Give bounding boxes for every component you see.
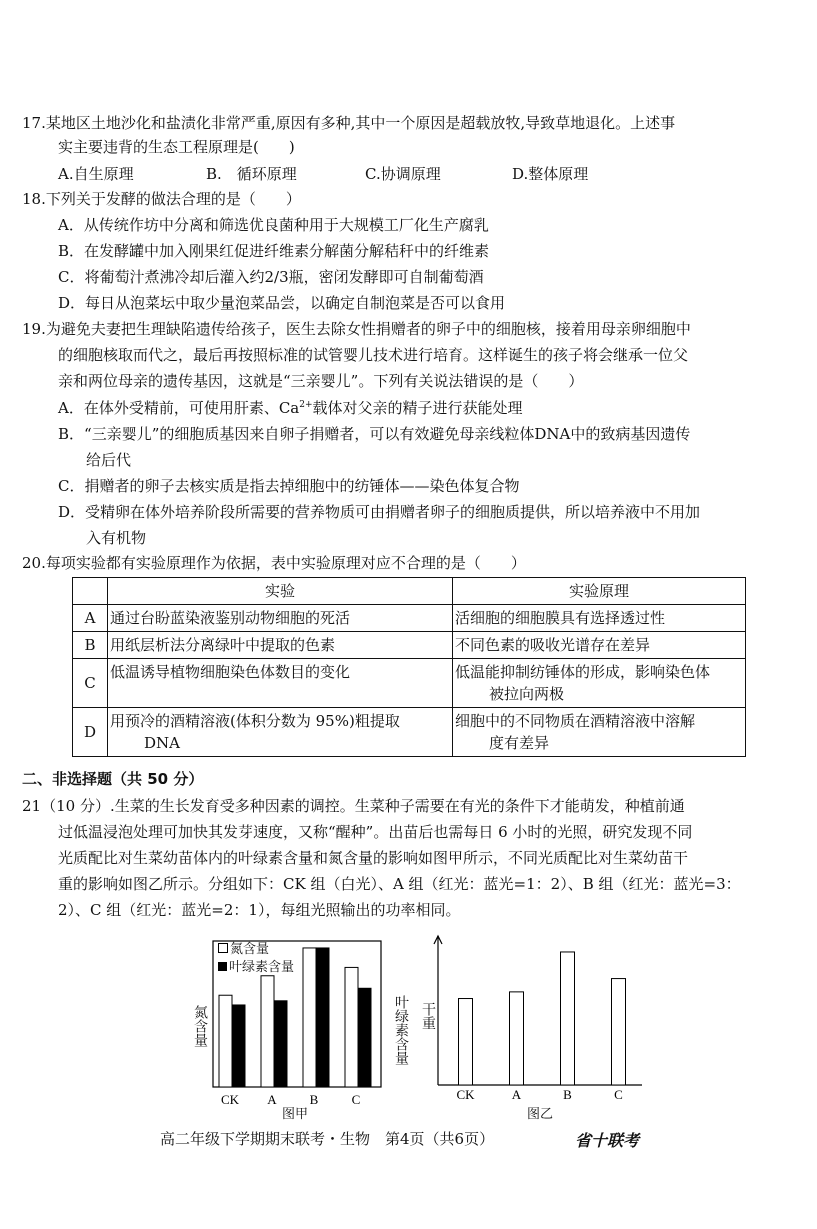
q21-line3: 光质配比对生菜幼苗体内的叶绿素含量和氮含量的影响如图甲所示，不同光质配比对生菜幼苗干 — [58, 849, 689, 867]
chart-jia-plot — [205, 935, 390, 1110]
table-header-row — [73, 578, 746, 605]
row-experiment: 用纸层析法分离绿叶中提取的色素 — [108, 632, 453, 659]
q19-stem-line2: 的细胞核取而代之，最后再按照标准的试管婴儿技术进行培育。这样诞生的孩子将会继承一位父 — [58, 346, 689, 364]
q19-option-b-line2: 给后代 — [86, 451, 132, 469]
q19-option-a: A．在体外受精前，可使用肝素、$Ca^{2+}$载体对父亲的精子进行获能处理 — [58, 399, 523, 417]
q17-option-d: D.整体原理 — [512, 165, 589, 183]
bar-dry-weight-C — [612, 979, 626, 1085]
bar-nitrogen-A — [261, 976, 274, 1087]
bar-nitrogen-B — [303, 948, 316, 1087]
q18-stem: 18.下列关于发酵的做法合理的是（ ） — [22, 190, 301, 208]
bar-nitrogen-CK — [219, 995, 232, 1087]
bar-chlorophyll-CK — [232, 1005, 245, 1087]
bar-chlorophyll-C — [358, 988, 371, 1087]
row-key: D — [73, 708, 108, 757]
bar-chlorophyll-B — [316, 948, 329, 1087]
experiment-table — [72, 577, 746, 757]
q17-stem-line2: 实主要违背的生态工程原理是( ) — [58, 138, 295, 156]
q20-stem: 20.每项实验都有实验原理作为依据，表中实验原理对应不合理的是（ ） — [22, 554, 526, 572]
q21-line5: 2）、C 组（红光：蓝光=2：1），每组光照输出的功率相同。 — [58, 901, 461, 919]
chart-yi-plot — [430, 930, 650, 1110]
x-tick-label: C — [351, 1092, 361, 1107]
bar-dry-weight-CK — [459, 999, 473, 1085]
chart-yi-title: 图乙 — [527, 1107, 554, 1122]
row-principle: 细胞中的不同物质在酒精溶液中溶解 度有差异 — [453, 708, 746, 757]
bar-chlorophyll-A — [274, 1001, 287, 1087]
chart-jia-ylabel-right: 叶绿素含量 — [393, 995, 409, 1065]
x-tick-label: A — [267, 1092, 277, 1107]
q17-stem-line1: 17.某地区土地沙化和盐渍化非常严重,原因有多种,其中一个原因是超载放牧,导致草地退化。上述事 — [22, 114, 676, 132]
q18-option-c: C．将葡萄汁煮沸冷却后灌入约2/3瓶，密闭发酵即可自制葡萄酒 — [58, 268, 484, 286]
x-tick-label: B — [309, 1092, 319, 1107]
table-row — [73, 659, 746, 708]
table-row — [73, 708, 746, 757]
bar-dry-weight-B — [561, 952, 575, 1085]
q19-stem-line3: 亲和两位母亲的遗传基因，这就是“三亲婴儿”。下列有关说法错误的是（ ） — [58, 372, 584, 390]
q21-line1: 21（10 分）.生菜的生长发育受多种因素的调控。生菜种子需要在有光的条件下才能萌发，种植前通 — [22, 797, 685, 815]
table-row — [73, 632, 746, 659]
row-key: C — [73, 659, 108, 708]
section-heading: 二、非选择题（共 50 分） — [22, 770, 204, 788]
q17-option-a: A.自生原理 — [58, 165, 134, 183]
q21-line2: 过低温浸泡处理可加快其发芽速度，又称“醒种”。出苗后也需每日 6 小时的光照，研究发现不同 — [58, 823, 693, 841]
row-key: B — [73, 632, 108, 659]
q19-stem-line1: 19.为避免夫妻把生理缺陷遗传给孩子，医生去除女性捐赠者的卵子中的细胞核，接着用母亲卵细胞中 — [22, 320, 691, 338]
legend-chlorophyll: 叶绿素含量 — [218, 956, 294, 975]
table-header-experiment: 实验 — [108, 578, 453, 605]
row-principle: 低温能抑制纺锤体的形成，影响染色体 被拉向两极 — [453, 659, 746, 708]
page-footer: 高二年级下学期期末联考・生物 第4页（共6页） — [160, 1130, 495, 1148]
q18-option-d: D．每日从泡菜坛中取少量泡菜品尝，以确定自制泡菜是否可以食用 — [58, 294, 506, 312]
q19-option-b-line1: B．“三亲婴儿”的细胞质基因来自卵子捐赠者，可以有效避免母亲线粒体DNA中的致病基因遗传 — [58, 425, 691, 443]
chart-yi-ylabel: 干重 — [420, 1002, 436, 1030]
exam-stamp: 省十联考 — [575, 1131, 640, 1150]
row-key: A — [73, 605, 108, 632]
row-principle: 不同色素的吸收光谱存在差异 — [453, 632, 746, 659]
legend-nitrogen: 氮含量 — [218, 938, 269, 957]
table-header-principle: 实验原理 — [453, 578, 746, 605]
x-tick-label: CK — [456, 1087, 475, 1102]
q19-option-d-line2: 入有机物 — [86, 529, 147, 547]
bar-nitrogen-C — [345, 967, 358, 1087]
q17-option-b: B. 循环原理 — [206, 165, 297, 183]
chart-jia-title: 图甲 — [282, 1107, 309, 1122]
x-tick-label: B — [563, 1087, 572, 1102]
bar-dry-weight-A — [510, 992, 524, 1085]
row-principle: 活细胞的细胞膜具有选择透过性 — [453, 605, 746, 632]
x-tick-label: CK — [220, 1092, 240, 1107]
q19-option-c: C．捐赠者的卵子去核实质是指去掉细胞中的纺锤体——染色体复合物 — [58, 477, 520, 495]
row-experiment: 用预冷的酒精溶液(体积分数为 95%)粗提取 DNA — [108, 708, 453, 757]
q18-option-b: B．在发酵罐中加入刚果红促进纤维素分解菌分解秸秆中的纤维素 — [58, 242, 490, 260]
q19-option-d-line1: D．受精卵在体外培养阶段所需要的营养物质可由捐赠者卵子的细胞质提供，所以培养液中不用加 — [58, 503, 701, 521]
x-tick-label: C — [614, 1087, 623, 1102]
q21-line4: 重的影响如图乙所示。分组如下：CK 组（白光）、A 组（红光：蓝光=1：2）、B 组（红光：蓝光=3： — [58, 875, 741, 893]
row-experiment: 低温诱导植物细胞染色体数目的变化 — [108, 659, 453, 708]
x-tick-label: A — [511, 1087, 522, 1102]
q18-option-a: A．从传统作坊中分离和筛选优良菌种用于大规模工厂化生产腐乳 — [58, 216, 489, 234]
q17-option-c: C.协调原理 — [365, 165, 441, 183]
chart-jia-ylabel-left: 氮含量 — [192, 1005, 208, 1047]
table-row — [73, 605, 746, 632]
row-experiment: 通过台盼蓝染液鉴别动物细胞的死活 — [108, 605, 453, 632]
